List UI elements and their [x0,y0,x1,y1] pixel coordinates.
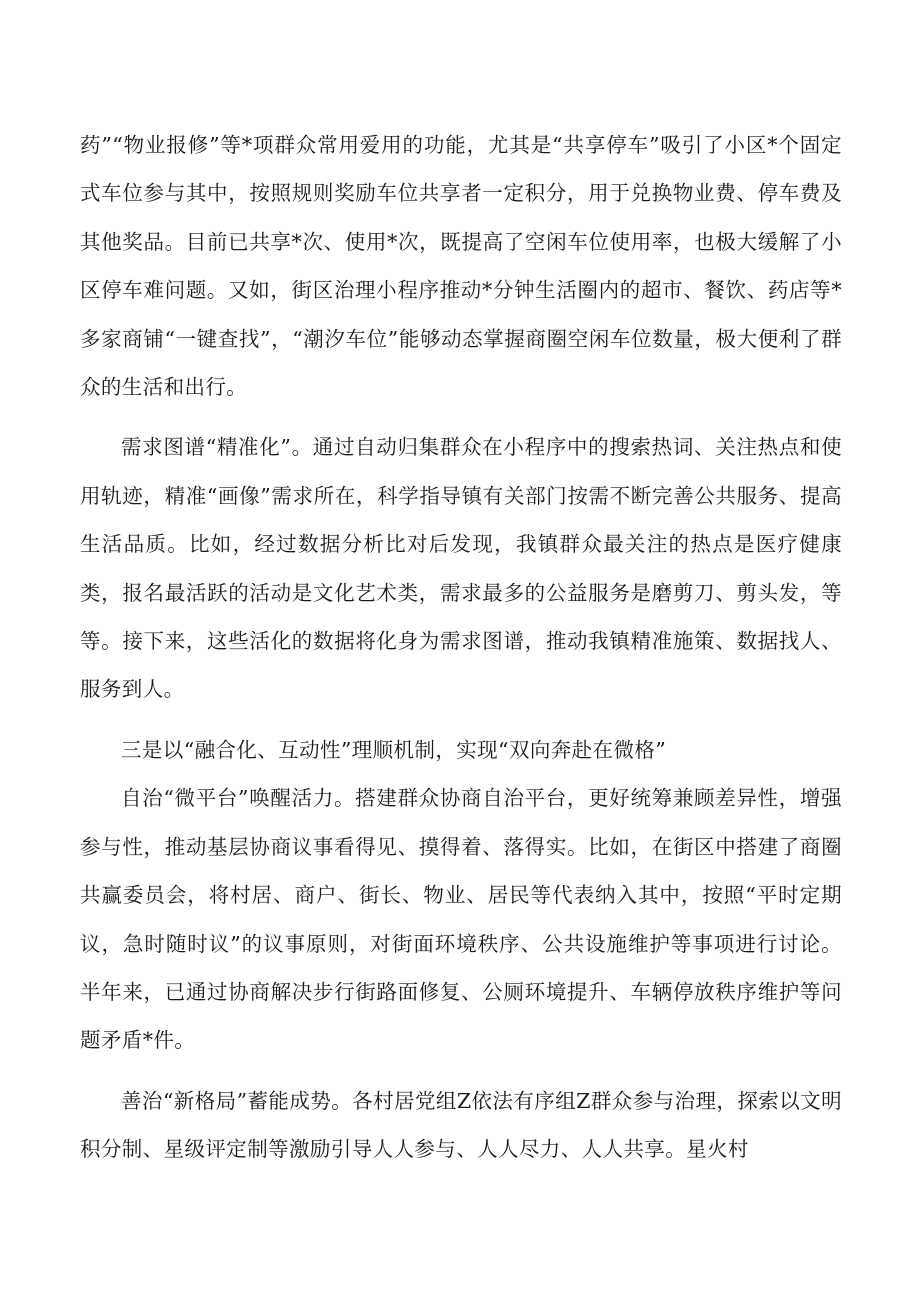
paragraph-gap [80,1065,842,1077]
paragraph-demand-map: 需求图谱“精准化”。通过自动归集群众在小程序中的搜索热词、关注热点和使用轨迹，精准“画像”需求所在，科学指导镇有关部门按需不断完善公共服务、提高生活品质。比如，经过数据分析比对后发现，我镇群众最关注的热点是医疗健康类，报名最活跃的活动是文化艺术类，需求最多的公益服务是磨剪刀、剪头发，等等。接下来，这些活化的数据将化身为需求图谱，推动我镇精准施策、数据找人、服务到人。 [80,435,842,702]
paragraph-gap [80,714,842,726]
paragraph-new-pattern: 善治“新格局”蓄能成势。各村居党组Z依法有序组Z群众参与治理，探索以文明积分制、星级评定制等激励引导人人参与、人人尽力、人人共享。星火村 [80,1088,842,1162]
paragraph-continued: 药”“物业报修”等*项群众常用爱用的功能，尤其是“共享停车”吸引了小区*个固定式车位参与其中，按照规则奖励车位共享者一定积分，用于兑换物业费、停车费及其他奖品。目前已共享*次、使用*次，既提高了空闲车位使用率，也极大缓解了小区停车难问题。又如，街区治理小程序推动*分钟生活圈内的超市、餐饮、药店等*多家商铺“一键查找”，“潮汐车位”能够动态掌握商圈空闲车位数量，极大便利了群众的生活和出行。 [80,133,842,400]
document-body [80,121,842,1174]
paragraph-micro-platform: 自治“微平台”唤醒活力。搭建群众协商自治平台，更好统筹兼顾差异性，增强参与性，推动基层协商议事看得见、摸得着、落得实。比如，在街区中搭建了商圈共赢委员会，将村居、商户、街长、物业、居民等代表纳入其中，按照“平时定期议，急时随时议”的议事原则，对街面环境秩序、公共设施维护等事项进行讨论。半年来，已通过协商解决步行街路面修复、公厕环境提升、车辆停放秩序维护等问题矛盾*件。 [80,786,842,1053]
section-heading-three: 三是以“融合化、互动性”理顺机制，实现“双向奔赴在微格” [121,737,667,762]
paragraph-gap [80,411,842,423]
